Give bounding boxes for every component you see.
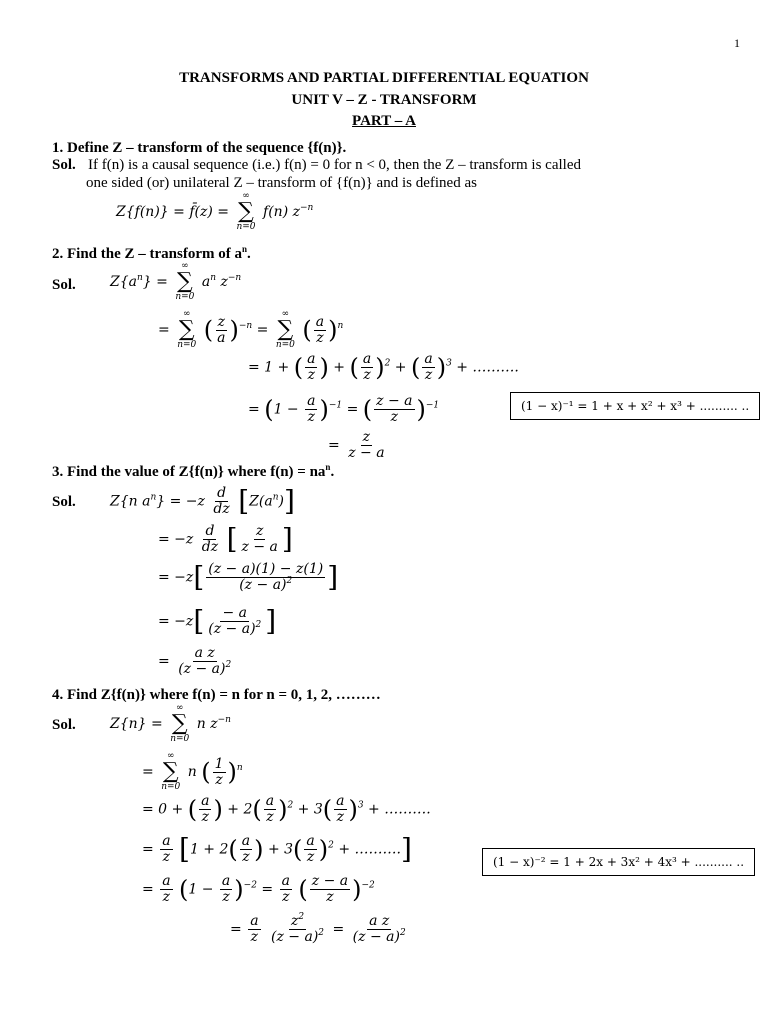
sol-label-1: Sol.: [52, 157, 76, 173]
q4-identity-box: (1 − x)⁻² = 1 + 2x + 3x² + 4x³ + .......... ..: [482, 848, 755, 876]
question-3: 3. Find the value of Z{f(n)} where $f(n) = na^n$.: [52, 462, 335, 480]
q4-step-3: = 0 + ( $\frac{a}{z}$ ) + 2( $\frac{a}{z}$ )$^2$ + 3( $\frac{a}{z}$ )$^3$ + ……….: [142, 793, 431, 825]
q3-step-3: = −z[ $\frac{(z - a)(1) - z(1)}{(z - a)^2}$ ]: [158, 560, 339, 594]
q2-result: = $\frac{z}{z - a}$: [328, 429, 385, 461]
question-4: 4. Find Z{f(n)} where f(n) = n for n = 0, 1, 2, ………: [52, 687, 381, 703]
q3-step-4: = −z[ $\frac{- a}{(z - a)^2}$ ]: [158, 604, 277, 638]
page-number: 1: [734, 36, 740, 50]
q2-step-1: $Z\{a^n\}$ = ∞ ∑ n=0 $a^n$ $z^{-n}$: [110, 261, 242, 302]
q2-step-3: = 1 + ( $\frac{a}{z}$ ) + ( $\frac{a}{z}$ )$^2$ + ( $\frac{a}{z}$ )$^3$ + ……….: [248, 351, 519, 383]
question-2: 2. Find the Z – transform of $a^n$.: [52, 244, 251, 262]
part-title: PART – A: [352, 113, 416, 129]
q3-result: = $\frac{\text{a z}}{(z - a)^2}$: [158, 645, 232, 677]
q2-step-2: = ∞ ∑ n=0 ( $\frac{z}{a}$ )$^{-n}$ = ∞ ∑ n=0 ( $\frac{a}{z}$ )$^n$: [158, 309, 344, 350]
q4-step-2: = ∞ ∑ n=0 n ( $\frac{1}{z}$ )$^n$: [142, 751, 243, 792]
question-1: 1. Define Z – transform of the sequence {f(n)}.: [52, 140, 347, 156]
sol-label-4: Sol.: [52, 717, 76, 733]
unit-title: UNIT V – Z - TRANSFORM: [291, 92, 477, 108]
q2-step-4: = (1 − $\frac{a}{z}$ )$^{-1}$ = ( $\frac{z - a}{z}$ )$^{-1}$: [248, 393, 440, 425]
q3-step-1: Z{n $a^n\} = -z$ $\frac{d}{dz}$ $[Z(a^n)]$: [110, 484, 295, 518]
q4-step-4: = $\frac{a}{z}$ [1 + 2( $\frac{a}{z}$ ) + 3( $\frac{a}{z}$ )$^2$ + ……….]: [142, 832, 412, 866]
q1-definition-equation: Z{f(n)} = f̄(z) = ∞ ∑ n=0 f(n) $z^{-n}$: [116, 191, 314, 232]
q4-step-1: Z{n} = ∞ ∑ n=0 n $z^{-n}$: [110, 703, 231, 744]
document-title: TRANSFORMS AND PARTIAL DIFFERENTIAL EQUATION: [179, 70, 589, 86]
q1-text-line2: one sided (or) unilateral Z – transform of {f(n)} and is defined as: [86, 175, 477, 191]
q4-step-5: = $\frac{a}{z}$ (1 − $\frac{a}{z}$ )$^{-2}$ = $\frac{a}{z}$ ( $\frac{z - a}{z}$ )$^{-2}$: [142, 873, 375, 905]
q4-result: = $\frac{a}{z}$ $\frac{z^2}{(z - a)^2}$ = $\frac{\text{a z}}{(z - a)^2}$: [230, 912, 406, 945]
sol-label-3: Sol.: [52, 494, 76, 510]
sol-label-2: Sol.: [52, 277, 76, 293]
q2-identity-box: (1 − x)⁻¹ = 1 + x + x² + x³ + .......... ..: [510, 392, 760, 420]
q3-step-2: = −z $\frac{d}{dz}$ [ $\frac{z}{z - a}$ ]: [158, 522, 293, 556]
q1-text-line1: If f(n) is a causal sequence (i.e.) f(n) = 0 for n < 0, then the Z – transform is called: [88, 157, 581, 173]
